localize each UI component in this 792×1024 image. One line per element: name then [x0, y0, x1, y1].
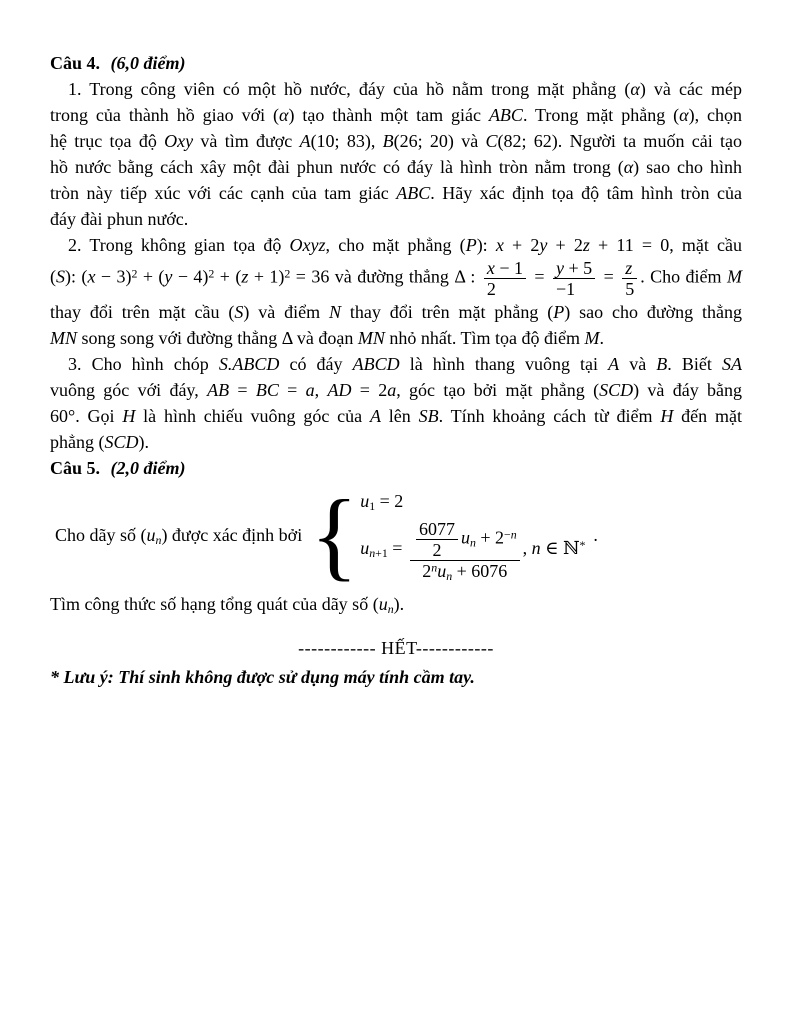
cau4-item1-line1: 1. Trong công viên có một hồ nước, đáy của hồ nằm trong mặt phẳng (α) và các mép	[68, 79, 742, 99]
cau4-item1-line2: trong của thành hồ giao với (α) tạo thành một tam giác ABC. Trong mặt phẳng (α), chọn	[50, 105, 742, 125]
text-run: y	[556, 258, 564, 278]
subscript: 1	[369, 498, 376, 513]
superscript: −n	[504, 527, 517, 542]
text-run: Oxy	[164, 131, 194, 151]
text-run: C	[485, 131, 498, 151]
cau4-item3-line3: 60°. Gọi H là hình chiếu vuông góc của A lên SB. Tính khoảng cách từ điểm H đến mặt	[50, 406, 742, 426]
cau4-item3-line4: phẳng (SCD).	[50, 432, 149, 452]
text-run: S	[234, 302, 244, 322]
text-run: n	[531, 538, 541, 559]
text-run: M	[584, 328, 600, 348]
text-run: u	[437, 561, 447, 581]
text-run: n	[510, 527, 517, 542]
cau4-item2-line1: 2. Trong không gian tọa độ Oxyz, cho mặt phẳng (P): x + 2y + 2z + 11 = 0, mặt cầu	[68, 235, 743, 255]
text-run: AD	[327, 380, 352, 400]
text-run: AB	[207, 380, 230, 400]
text-run: Oxyz	[289, 235, 326, 255]
cau4-item2-line2: (S): $(x - 3)^2 + (y - 4)^2 + (z + 1)^2 = 36$ và đường thẳng Δ : $\frac{x - 1}{2}$ = $\frac{y + 5}{-1}$ = $\frac{z}{5}$ . Cho điểm M	[50, 258, 742, 299]
subscript	[446, 569, 452, 583]
left-brace: {	[310, 479, 359, 590]
cau4-label: Câu 4.	[50, 53, 101, 73]
cau4-item3-line2: vuông góc với đáy, AB = BC = a, AD = 2a, góc tạo bởi mặt phẳng (SCD) và đáy bằng	[50, 380, 743, 400]
text-run: H	[660, 406, 674, 426]
text-run: a	[305, 380, 315, 400]
text-run: x	[87, 266, 96, 287]
text-run: z	[582, 235, 590, 255]
cau4-item2-line4: MN song song với đường thẳng Δ và đoạn MN nhỏ nhất. Tìm tọa độ điểm M.	[50, 328, 605, 348]
superscript: 2	[131, 266, 138, 281]
fraction-denominator: $2^nu_n + 6076$	[422, 560, 508, 583]
text-run: S	[56, 266, 65, 287]
fraction-numerator: y + 5	[553, 258, 595, 279]
text-run: ABCD	[352, 354, 400, 374]
text-run: BC	[255, 380, 279, 400]
system-line-2: $u_{n+1}$ = $\frac{6077}{2}$ $u_n + 2^{-n}$ $2^nu_n + 6076$ , n ∈ ℕ*	[360, 519, 586, 583]
subscript: n+1	[369, 546, 388, 561]
cau5-intro-text: Cho dãy số $(u_n)$ được xác định bởi	[55, 524, 303, 547]
text-run: n	[446, 568, 453, 583]
text-run: P	[465, 235, 477, 255]
text-run: M	[727, 266, 742, 287]
system-of-equations	[360, 489, 585, 581]
text-run: B	[382, 131, 394, 151]
fraction-numerator: x − 1	[484, 258, 526, 279]
footer-note: * Lưu ý: Thí sinh không được sử dụng máy tính cầm tay.	[50, 667, 475, 687]
cau4-heading	[50, 50, 742, 76]
fraction	[553, 258, 595, 299]
sentence-period: .	[593, 524, 598, 545]
text-run: A	[369, 406, 381, 426]
cau4-item1-line4: hồ nước bằng cách xây một đài phun nước có đáy là hình tròn nằm trong (α) sao cho hình	[50, 157, 742, 177]
text-run: x	[495, 235, 504, 255]
text-run: H	[122, 406, 136, 426]
text-run: a	[387, 380, 397, 400]
text-run: n	[369, 546, 376, 561]
text-run: A	[299, 131, 311, 151]
text-run: SCD	[104, 432, 139, 452]
cau4-points: (6,0 điểm)	[110, 53, 186, 73]
text-run: N	[328, 302, 341, 322]
fraction	[484, 258, 526, 299]
text-run: α	[679, 105, 689, 125]
fraction-denominator: 2	[486, 279, 496, 299]
text-run: P	[553, 302, 565, 322]
cau4-item1-line5: tròn này tiếp xúc với các cạnh của tam giác ABC. Hãy xác định tọa độ tâm hình tròn của	[50, 183, 742, 203]
text-run: SCD	[599, 380, 634, 400]
text-run: MN	[357, 328, 385, 348]
superscript: 2	[284, 266, 291, 281]
text-run: z	[241, 266, 249, 287]
text-run: u	[146, 524, 156, 545]
superscript: *	[579, 537, 586, 552]
cau5-label: Câu 5.	[50, 458, 101, 478]
text-run: ABC	[396, 183, 431, 203]
text-run: B	[656, 354, 668, 374]
subscript	[156, 532, 162, 546]
text-run: n	[469, 535, 476, 550]
cau4-item3-line1: 3. Cho hình chóp S.ABCD có đáy ABCD là hình thang vuông tại A và B. Biết SA	[68, 354, 742, 374]
text-run: y	[539, 235, 548, 255]
text-run: A	[608, 354, 620, 374]
text-run: z	[625, 258, 633, 278]
text-run: ABC	[488, 105, 523, 125]
text-run: u	[378, 594, 388, 614]
text-run: y	[164, 266, 173, 287]
fraction-denominator: 5	[625, 279, 635, 299]
cau5-points: (2,0 điểm)	[110, 458, 186, 478]
subscript	[388, 602, 394, 616]
cau4-item2-line3: thay đổi trên mặt cầu (S) và điểm N thay đổi trên mặt phẳng (P) sao cho đường thẳng	[50, 302, 742, 322]
text-run: n	[431, 560, 438, 575]
fraction-numerator: 6077	[416, 519, 458, 540]
text-run: n	[387, 601, 394, 616]
cau5-conclusion: Tìm công thức số hạng tổng quát của dãy số $(u_n)$.	[50, 594, 405, 616]
text-run: α	[623, 157, 634, 177]
fraction-numerator	[622, 258, 637, 279]
text-run: S.ABCD	[218, 354, 280, 374]
end-marker: ------------ HẾT------------	[298, 638, 494, 658]
cau4-item1-line6: đáy đài phun nước.	[50, 209, 189, 229]
text-run: α	[630, 79, 640, 99]
text-run: u	[360, 538, 370, 559]
fraction-numerator: $\frac{6077}{2}$ $u_n + 2^{-n}$	[410, 519, 520, 561]
text-run: MN	[50, 328, 77, 348]
text-run: α	[279, 105, 289, 125]
superscript: 2	[208, 266, 215, 281]
fraction	[416, 519, 458, 560]
cau5-sequence-definition	[50, 479, 742, 590]
text-run: n	[155, 532, 162, 547]
subscript	[470, 536, 476, 550]
fraction-denominator: −1	[556, 279, 576, 299]
fraction-denominator: 2	[432, 540, 442, 560]
system-line-1: $u_1 = 2$	[360, 491, 404, 513]
fraction	[410, 519, 520, 581]
cau5-heading	[50, 455, 742, 481]
text-run: x	[486, 258, 495, 278]
text-run: SA	[721, 354, 742, 374]
cau4-item1-line3: hệ trục tọa độ Oxy và tìm được A(10; 83), B(26; 20) và C(82; 62). Người ta muốn cải tạo	[50, 131, 742, 151]
text-run: SB	[418, 406, 439, 426]
fraction	[622, 258, 637, 299]
text-run: u	[460, 527, 470, 548]
text-run: u	[360, 491, 370, 511]
